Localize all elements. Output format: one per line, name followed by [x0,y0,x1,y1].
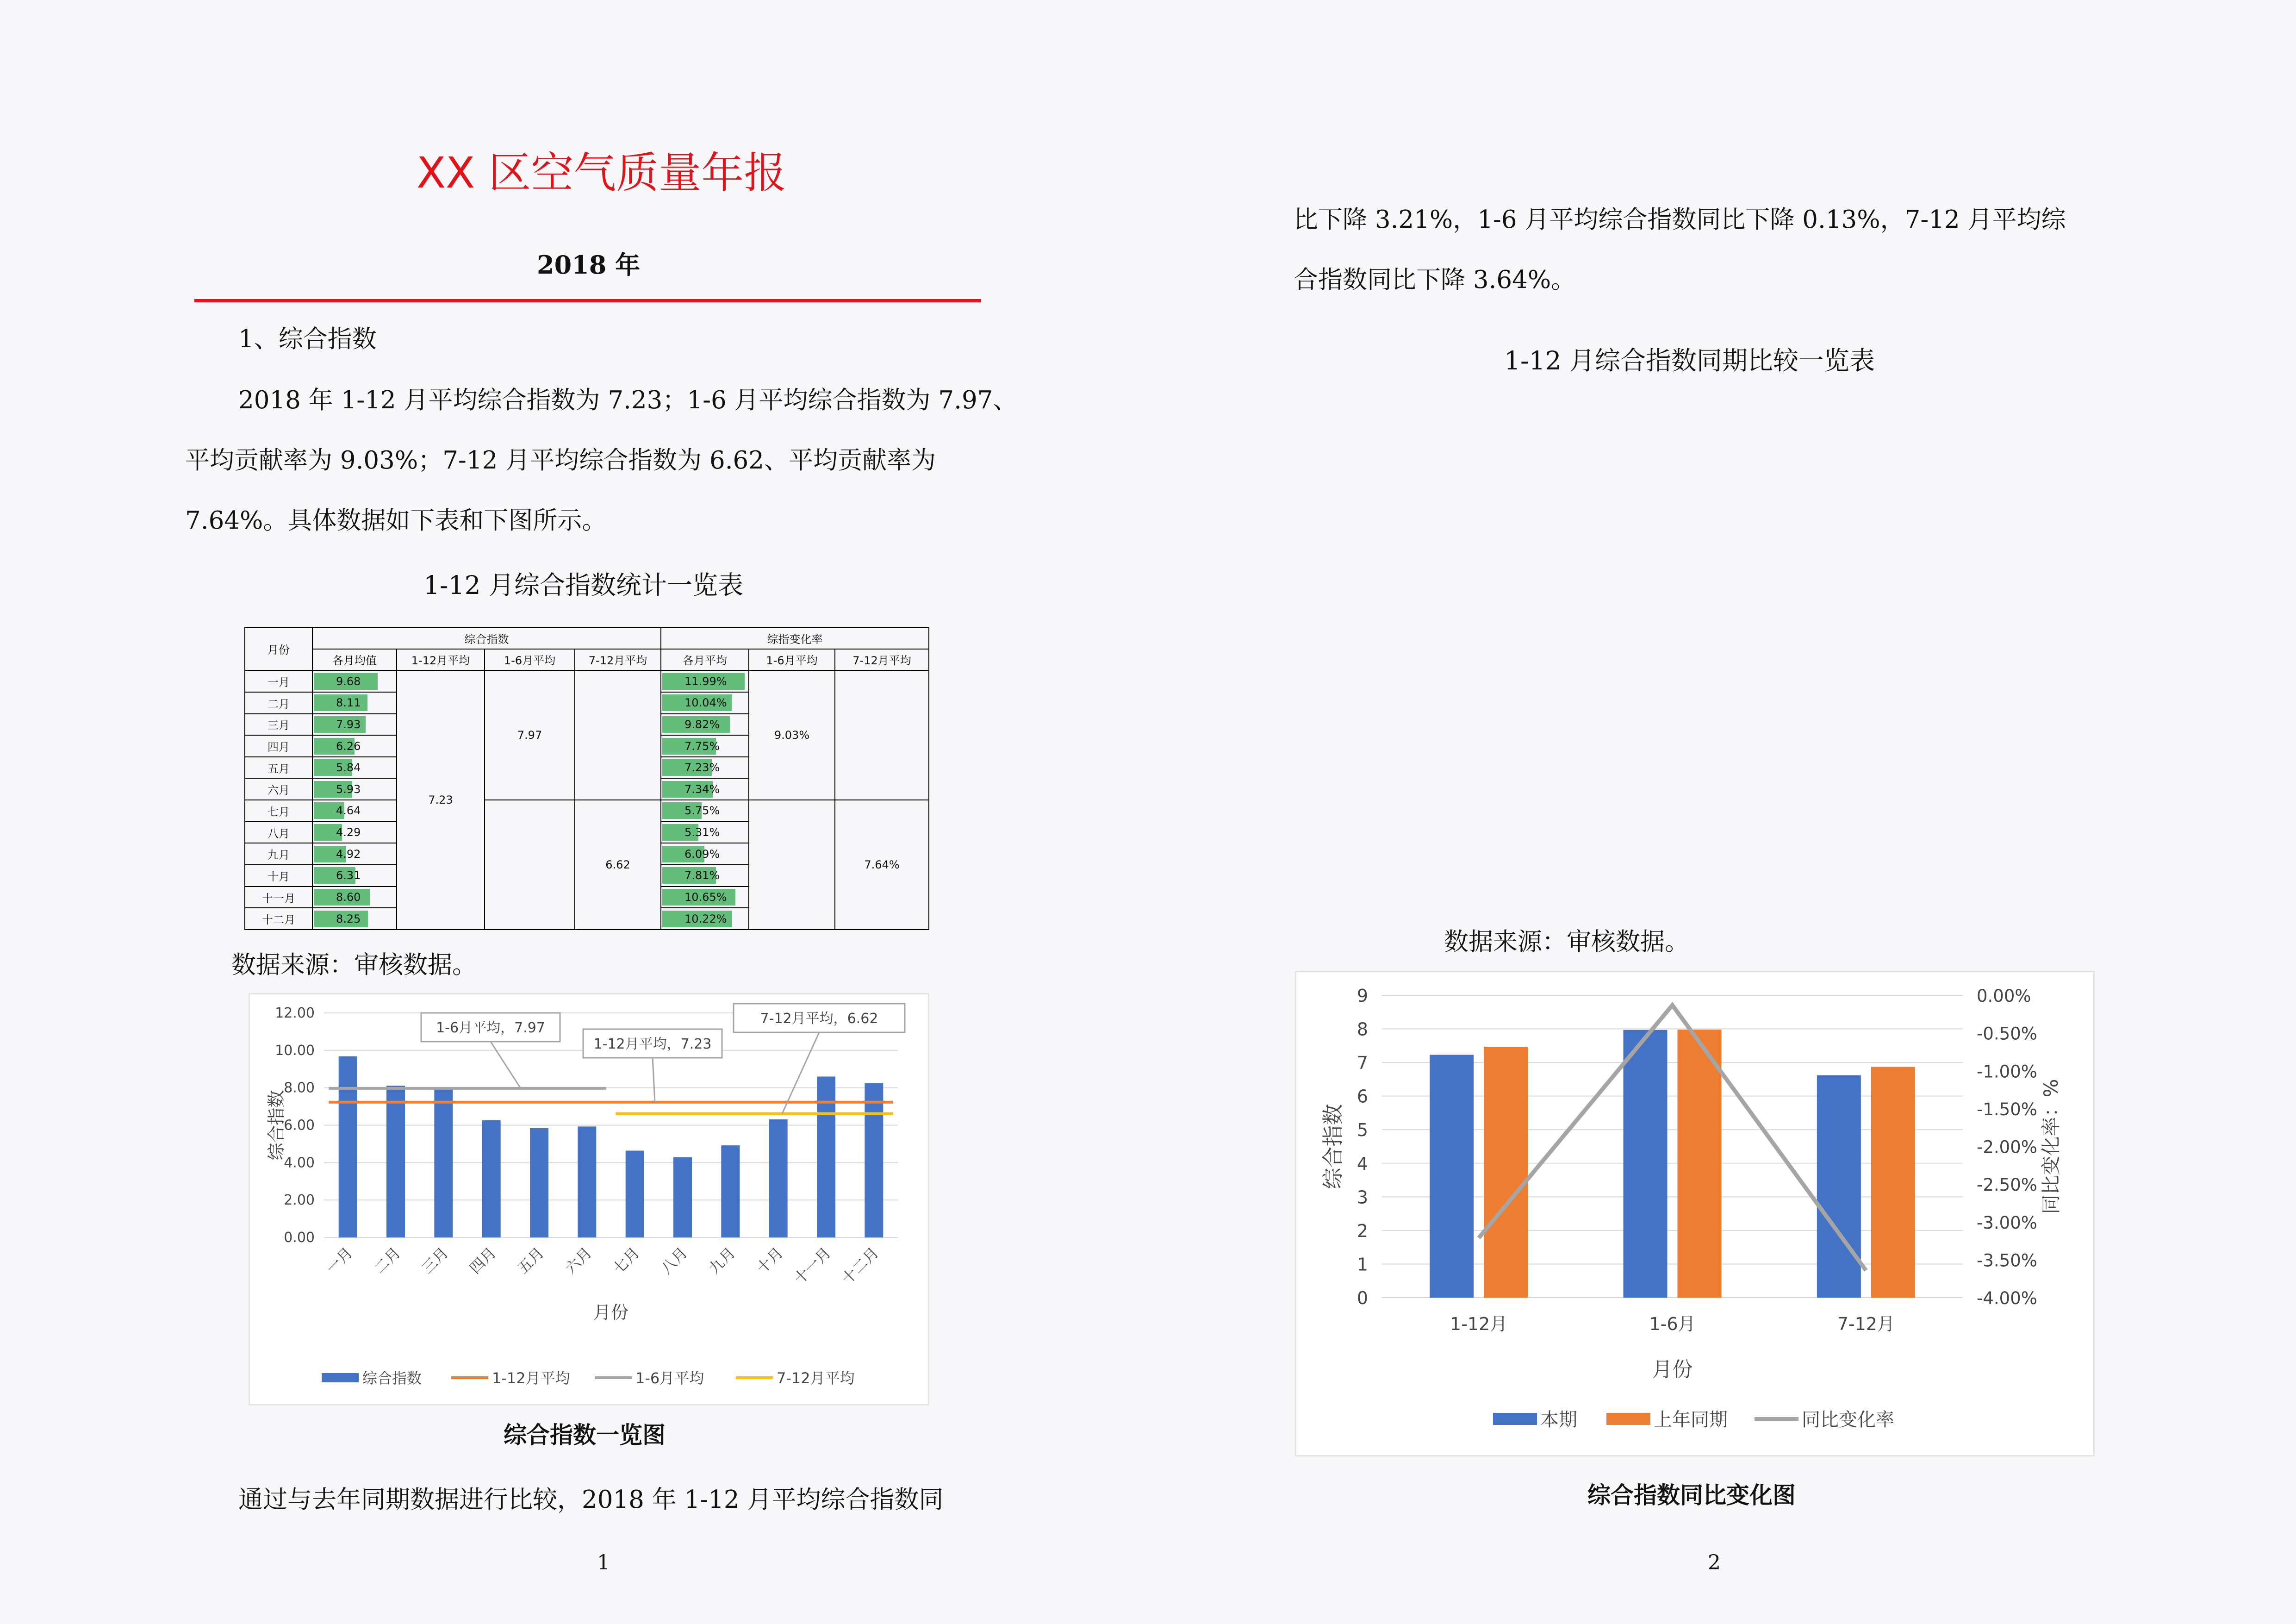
x-tick-label: 一月 [323,1243,356,1277]
cell-month: 四月 [245,735,312,757]
legend-label: 1-6月平均 [635,1369,704,1387]
page-number-2: 2 [1708,1551,1721,1574]
report-year: 2018 年 [537,250,641,280]
value-databar: 8.60 [314,889,370,906]
bar [721,1145,740,1237]
rate-databar: 10.22% [662,911,732,927]
callout-leader [653,1058,655,1102]
rate-databar: 7.81% [662,867,716,884]
th-avg-112: 1-12月平均 [397,649,485,671]
bar [626,1150,644,1237]
cell-avg-712: 6.62 [575,800,661,930]
cell-value [312,800,397,822]
callout-label: 7-12月平均，6.62 [760,1011,878,1027]
cell-value [312,908,397,930]
bar [1430,1055,1474,1298]
y2-tick-label: -1.00% [1977,1062,2037,1082]
report-title: XX 区空气质量年报 [417,148,787,198]
cell-rate [661,735,749,757]
y-tick-label: 9 [1356,986,1368,1006]
y-tick-label: 2 [1356,1220,1368,1241]
y2-tick-label: -3.00% [1977,1212,2037,1233]
value-databar: 7.93 [314,716,366,733]
chart1-container [249,993,929,1405]
cell-avg-16: 7.97 [485,670,575,800]
y-axis-label: 综合指数 [266,1090,286,1161]
bar [434,1089,453,1237]
cell-rate [661,714,749,736]
cell-value [312,735,397,757]
bar [673,1157,692,1237]
cell-rate [661,865,749,887]
value-databar: 5.84 [314,759,352,776]
cell-rate [661,757,749,779]
table1-caption: 1-12 月综合指数统计一览表 [423,570,744,600]
y2-tick-label: -3.50% [1977,1250,2037,1271]
x-tick-label: 二月 [370,1243,404,1277]
th-rate-16: 1-6月平均 [749,649,835,671]
x-tick-label: 十二月 [838,1243,882,1288]
rate-databar: 7.34% [662,781,713,798]
cell-value [312,670,397,692]
y2-tick-label: -1.50% [1977,1099,2037,1119]
para2: 通过与去年同期数据进行比较，2018 年 1-12 月平均综合指数同 [238,1486,944,1514]
cell-value [312,822,397,843]
x-axis-label: 月份 [1652,1358,1693,1381]
y-tick-label: 6.00 [284,1117,315,1134]
bar [769,1119,788,1237]
title-divider [194,299,981,302]
y-tick-label: 5 [1356,1120,1368,1141]
value-databar: 9.68 [314,673,378,690]
value-databar: 8.25 [314,911,368,927]
rate-databar: 7.75% [662,738,716,755]
p2-para-line1: 比下降 3.21%，1-6 月平均综合指数同比下降 0.13%，7-12 月平均综 [1294,206,2066,234]
cell-rate-712: 7.64% [835,800,929,930]
value-databar: 4.92 [314,846,346,862]
bar [386,1086,405,1237]
x-tick-label: 十一月 [790,1243,834,1288]
rate-databar: 6.09% [662,846,704,862]
cell-rate [661,670,749,692]
y-tick-label: 10.00 [275,1042,315,1059]
x-tick-label: 九月 [705,1243,739,1277]
legend-label: 7-12月平均 [777,1369,855,1387]
chart2-caption: 综合指数同比变化图 [1587,1482,1796,1509]
value-databar: 5.93 [314,781,352,798]
cell-avg-16-empty [485,800,575,930]
cell-rate-712-empty [835,670,929,800]
y2-tick-label: -2.50% [1977,1175,2037,1195]
rate-databar: 10.65% [662,889,735,906]
x-tick-label: 1-12月 [1450,1314,1508,1334]
cell-month: 十二月 [245,908,312,930]
chart2-yoy-change [1296,972,2093,1455]
x-tick-label: 八月 [657,1243,691,1277]
rate-databar: 5.75% [662,802,702,819]
th-each: 各月均值 [312,649,397,671]
cell-rate [661,843,749,865]
bar [339,1056,357,1237]
page-2 [1148,0,2296,1624]
rate-databar: 10.04% [662,694,732,711]
cell-avg-112: 7.23 [397,670,485,930]
bar [578,1126,596,1237]
x-tick-label: 五月 [514,1243,548,1277]
cell-value [312,714,397,736]
y-tick-label: 4 [1356,1153,1368,1174]
bar [865,1083,883,1237]
cell-value [312,887,397,908]
bar [1624,1030,1668,1298]
cell-month: 九月 [245,843,312,865]
x-tick-label: 1-6月 [1649,1314,1696,1334]
legend-swatch [1493,1413,1537,1425]
para1-line1: 2018 年 1-12 月平均综合指数为 7.23；1-6 月平均综合指数为 7.97、 [238,386,1018,414]
section-heading: 1、综合指数 [238,325,377,353]
rate-databar: 11.99% [662,673,745,690]
y-tick-label: 7 [1356,1053,1368,1074]
th-each-rate: 各月平均 [661,649,749,671]
y2-tick-label: -0.50% [1977,1024,2037,1044]
cell-month: 十月 [245,865,312,887]
y2-tick-label: -2.00% [1977,1137,2037,1157]
y-tick-label: 12.00 [275,1005,315,1021]
y-tick-label: 8.00 [284,1080,315,1096]
callout-leader [491,1042,521,1088]
value-databar: 4.29 [314,824,342,841]
value-databar: 8.11 [314,694,367,711]
y-tick-label: 2.00 [284,1192,315,1209]
value-databar: 6.26 [314,738,355,755]
chart1-index-overview [250,994,928,1404]
index-stats-table [244,627,929,930]
para1-line2: 平均贡献率为 9.03%；7-12 月平均综合指数为 6.62、平均贡献率为 [185,446,936,475]
y2-tick-label: 0.00% [1977,986,2031,1006]
cell-avg-712-empty [575,670,661,800]
y2-axis-label: 同比变化率：% [2040,1079,2062,1214]
y-axis-label: 综合指数 [1320,1104,1345,1189]
table2-caption: 1-12 月综合指数同期比较一览表 [1504,346,1875,375]
x-tick-label: 7-12月 [1837,1314,1895,1334]
cell-value [312,865,397,887]
bar [1817,1075,1861,1298]
cell-rate [661,822,749,843]
y-tick-label: 0.00 [284,1230,315,1246]
chart2-container [1295,971,2095,1456]
th-index: 综合指数 [312,627,661,649]
th-month: 月份 [245,627,312,670]
y-tick-label: 4.00 [284,1155,315,1171]
page-number-1: 1 [597,1551,610,1574]
cell-rate [661,800,749,822]
rate-databar: 5.31% [662,824,698,841]
cell-value [312,757,397,779]
legend-label: 同比变化率 [1802,1409,1894,1430]
cell-month: 六月 [245,778,312,800]
bar [1871,1067,1915,1298]
bar [482,1120,501,1237]
cell-month: 五月 [245,757,312,779]
p2-para-line2: 合指数同比下降 3.64%。 [1294,266,1576,294]
th-rate: 综指变化率 [661,627,929,649]
bar [1484,1047,1528,1298]
value-databar: 6.31 [314,867,355,884]
cell-rate [661,887,749,908]
table1-row [245,800,929,822]
table1-row [245,670,929,692]
bar [817,1076,835,1237]
y-tick-label: 8 [1356,1019,1368,1040]
y-tick-label: 6 [1356,1086,1368,1107]
chart1-caption: 综合指数一览图 [504,1422,666,1449]
bar [1678,1030,1722,1298]
value-databar: 4.64 [314,802,344,819]
cell-value [312,778,397,800]
legend-label: 综合指数 [362,1369,422,1387]
x-tick-label: 十月 [753,1243,787,1277]
cell-value [312,692,397,714]
rate-databar: 7.23% [662,759,712,776]
x-axis-label: 月份 [593,1302,629,1323]
x-tick-label: 三月 [418,1243,452,1277]
cell-month: 七月 [245,800,312,822]
cell-value [312,843,397,865]
cell-month: 二月 [245,692,312,714]
callout-label: 1-6月平均，7.97 [436,1020,545,1036]
table2-source: 数据来源：审核数据。 [1444,928,1689,956]
cell-rate [661,908,749,930]
rate-databar: 9.82% [662,716,730,733]
x-tick-label: 七月 [610,1243,643,1277]
x-tick-label: 六月 [561,1243,595,1277]
bar [530,1128,548,1237]
cell-month: 三月 [245,714,312,736]
legend-label: 上年同期 [1654,1409,1728,1430]
y-tick-label: 1 [1356,1254,1368,1275]
legend-swatch [322,1373,359,1382]
cell-month: 八月 [245,822,312,843]
th-rate-712: 7-12月平均 [835,649,929,671]
y-tick-label: 3 [1356,1187,1368,1208]
th-avg-712: 7-12月平均 [575,649,661,671]
table1-source: 数据来源：审核数据。 [231,951,477,979]
cell-month: 一月 [245,670,312,692]
y-tick-label: 0 [1356,1288,1368,1308]
th-avg-16: 1-6月平均 [485,649,575,671]
cell-month: 十一月 [245,887,312,908]
cell-rate-16-empty [749,800,835,930]
legend-label: 本期 [1540,1409,1577,1430]
para1-line3: 7.64%。具体数据如下表和下图所示。 [185,506,607,535]
cell-rate [661,778,749,800]
x-tick-label: 四月 [466,1243,500,1277]
callout-label: 1-12月平均，7.23 [593,1036,712,1052]
cell-rate [661,692,749,714]
y2-tick-label: -4.00% [1977,1288,2037,1308]
legend-swatch [1606,1413,1650,1425]
legend-label: 1-12月平均 [492,1369,570,1387]
cell-rate-16: 9.03% [749,670,835,800]
